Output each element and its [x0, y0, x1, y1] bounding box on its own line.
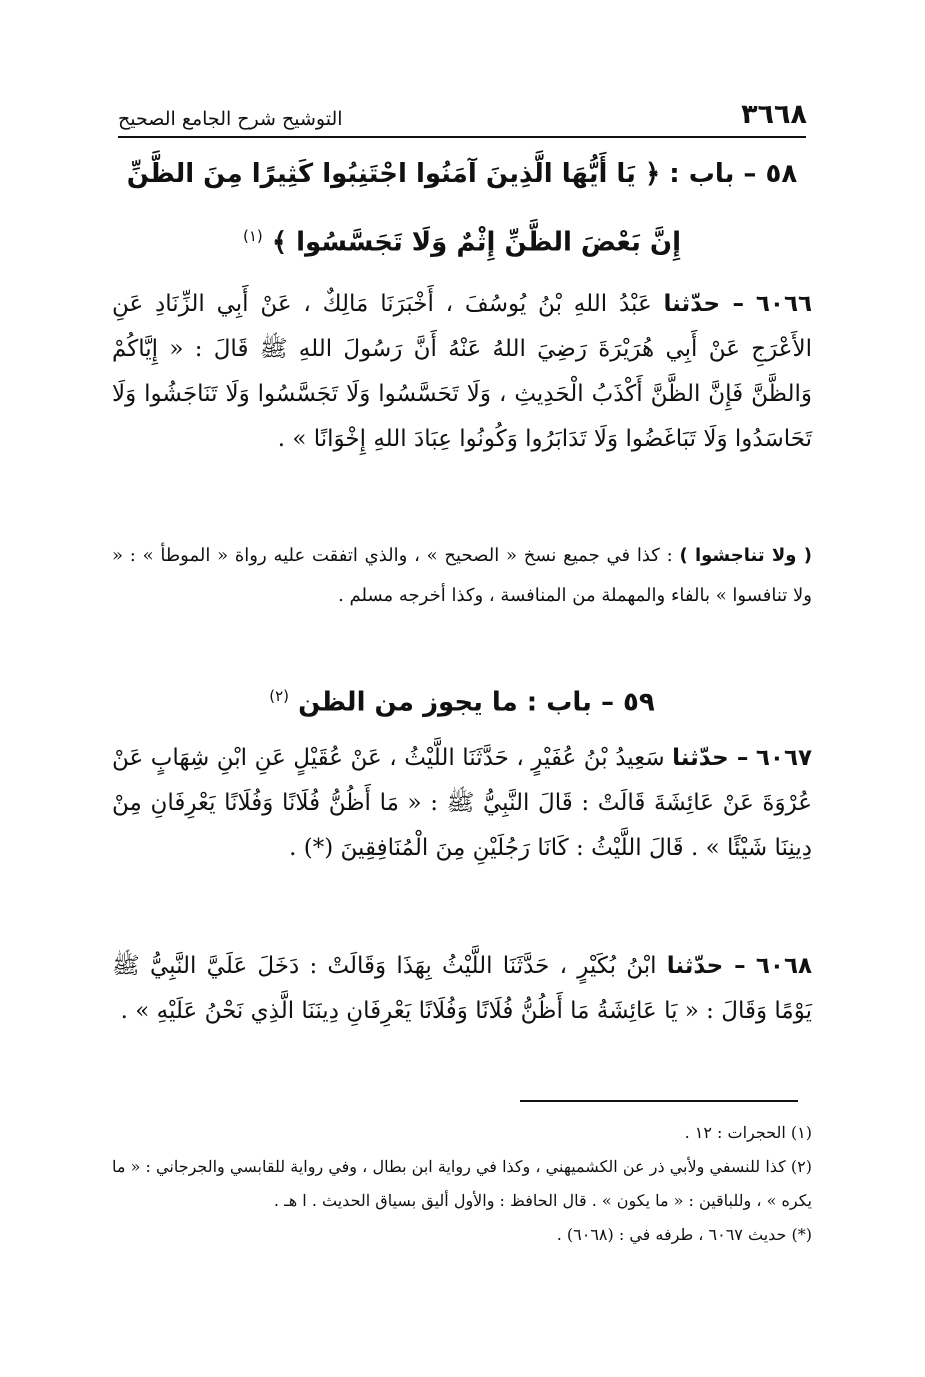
hadith-lead: – حدّثنا [666, 953, 746, 979]
footnote-1: (١) الحجرات : ١٢ . [684, 1123, 812, 1142]
footnotes [112, 1116, 812, 1252]
chapter-59-heading [112, 672, 812, 727]
commentary-text: : كذا في جميع نسخ « الصحيح » ، والذي اتفقت عليه رواة « الموطأ » : « ولا تنافسوا » بالفاء والمهملة من المنافسة ، وكذا أخرجه مسلم . [112, 545, 812, 606]
hadith-number: ٦٠٦٨ [755, 953, 813, 979]
footnote-ref-1: (١) [242, 227, 263, 245]
hadith-text: عَبْدُ اللهِ بْنُ يُوسُفَ ، أَخْبَرَنَا مَالِكٌ ، عَنْ أَبِي الزِّنَادِ عَنِ الأَعْرَجِ عَنْ أَبِي هُرَيْرَةَ رَضِيَ اللهُ عَنْهُ أَنَّ رَسُولَ اللهِ ﷺ قَالَ : « إِيَّاكُمْ وَالظَّنَّ فَإِنَّ الظَّنَّ أَكْذَبُ الْحَدِيثِ ، وَلَا تَحَسَّسُوا وَلَا تَجَسَّسُوا وَلَا تَنَاجَشُوا وَلَا تَحَاسَدُوا وَلَا تَبَاغَضُوا وَلَا تَدَابَرُوا وَكُونُوا عِبَادَ اللهِ إِخْوَانًا » . [112, 291, 812, 452]
chapter-58-title-part2: إِنَّ بَعْضَ الظَّنِّ إِثْمٌ وَلَا تَجَسَّسُوا ﴾ [271, 227, 681, 258]
chapter-58-heading-line1 [112, 150, 812, 198]
hadith-number: ٦٠٦٧ [755, 745, 813, 771]
footnote-2: (٢) كذا للنسفي ولأبي ذر عن الكشميهني ، وكذا في رواية ابن بطال ، وفي رواية للقابسي والجرجاني : « ما يكره » ، وللباقين : « ما يكون » . قال الحافظ : والأول أليق بسياق الحديث . ا هـ . [112, 1157, 813, 1210]
hadith-text: سَعِيدُ بْنُ عُفَيْرٍ ، حَدَّثَنَا اللَّيْثُ ، عَنْ عُقَيْلٍ عَنِ ابْنِ شِهَابٍ عَنْ عُرْوَةَ عَنْ عَائِشَةَ قَالَتْ : قَالَ النَّبِيُّ ﷺ : « مَا أَظُنُّ فُلَانًا وَفُلَانًا يَعْرِفَانِ مِنْ دِينِنَا شَيْئًا » . قَالَ اللَّيْثُ : كَانَا رَجُلَيْنِ مِنَ الْمُنَافِقِينَ (*) . [112, 745, 812, 861]
footnote-ref-2: (٢) [269, 687, 290, 705]
chapter-58-title-part1: ٥٨ – باب : ﴿ يَا أَيُّهَا الَّذِينَ آمَنُوا اجْتَنِبُوا كَثِيرًا مِنَ الظَّنِّ [126, 159, 798, 189]
book-title: التوشيح شرح الجامع الصحيح [118, 108, 343, 130]
hadith-number: ٦٠٦٦ [755, 291, 813, 317]
hadith-lead: – حدّثنا [672, 745, 749, 771]
commentary-term: ( ولا تناجشوا ) [679, 545, 812, 566]
chapter-58-heading-line2 [112, 212, 812, 267]
running-header [118, 86, 807, 130]
hadith-lead: – حدّثنا [663, 291, 745, 317]
page-number: ٣٦٦٨ [741, 99, 807, 130]
hadith-text: ابْنُ بُكَيْرٍ ، حَدَّثَنَا اللَّيْثُ بِهَذَا وَقَالَتْ : دَخَلَ عَلَيَّ النَّبِيُّ ﷺ يَوْمًا وَقَالَ : « يَا عَائِشَةُ مَا أَظُنُّ فُلَانًا وَفُلَانًا يَعْرِفَانِ دِينَنَا الَّذِي نَحْنُ عَلَيْهِ » . [112, 953, 812, 1024]
hadith-6067 [112, 736, 812, 871]
hadith-6066 [112, 282, 812, 462]
footnote-star: (*) حديث ٦٠٦٧ ، طرفه في : (٦٠٦٨) . [556, 1225, 812, 1244]
commentary-6066 [112, 536, 812, 616]
header-rule [118, 136, 806, 138]
chapter-59-title: ٥٩ – باب : ما يجوز من الظن [298, 687, 655, 718]
hadith-6068 [112, 944, 812, 1034]
footnote-separator [520, 1100, 798, 1102]
